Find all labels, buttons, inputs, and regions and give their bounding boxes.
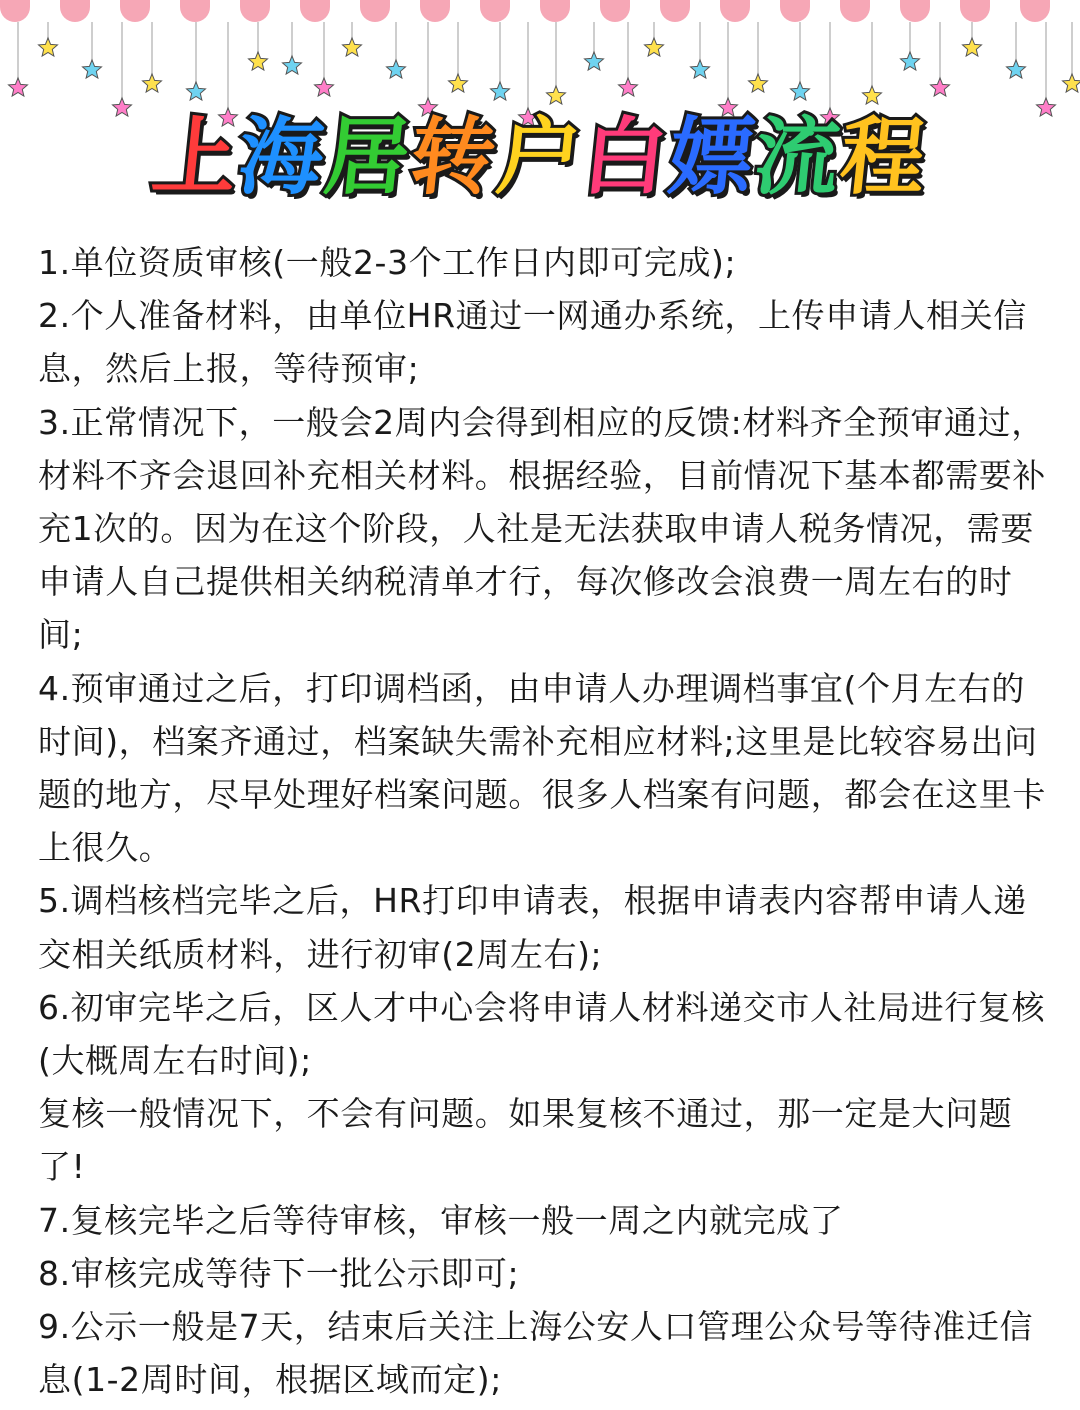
star-icon bbox=[143, 74, 162, 92]
step-9: 9.公示一般是7天，结束后关注上海公安人口管理公众号等待准迁信息(1-2周时间，根据区域而定); bbox=[38, 1307, 1034, 1400]
star-icon bbox=[283, 56, 302, 74]
star-icon bbox=[315, 78, 334, 96]
star-icon bbox=[39, 38, 58, 56]
title-char: 转 bbox=[405, 108, 503, 206]
star-icon bbox=[9, 78, 28, 96]
step-4: 4.预审通过之后，打印调档函，由申请人办理调档事宜(个月左右的时间)，档案齐通过，档案缺失需补充相应材料;这里是比较容易出问题的地方，尽早处理好档案问题。很多人档案有问题，都会在这里卡上很久。 bbox=[38, 668, 1046, 868]
title-char: 白 bbox=[577, 108, 675, 206]
star-icon bbox=[691, 60, 710, 78]
step-7: 7.复核完毕之后等待审核，审核一般一周之内就完成了 bbox=[38, 1200, 844, 1240]
step-2: 2.个人准备材料，由单位HR通过一网通办系统，上传申请人相关信息，然后上报，等待预审; bbox=[38, 296, 1027, 389]
title-char: 上 bbox=[147, 108, 245, 206]
star-icon bbox=[619, 78, 638, 96]
step-5: 5.调档核档完毕之后，HR打印申请表，根据申请表内容帮申请人递交相关纸质材料，进行初审(2周左右); bbox=[38, 881, 1027, 974]
star-icon bbox=[83, 60, 102, 78]
star-icon bbox=[491, 82, 510, 100]
article-body bbox=[38, 236, 1048, 1406]
step-3: 3.正常情况下，一般会2周内会得到相应的反馈:材料齐全预审通过，材料不齐会退回补充相关材料。根据经验，目前情况下基本都需要补充1次的。因为在这个阶段，人社是无法获取申请人税务情况，需要申请人自己提供相关纳税清单才行，每次修改会浪费一周左右的时间; bbox=[38, 402, 1046, 655]
title-char: 海 bbox=[233, 108, 331, 206]
star-icon bbox=[1007, 60, 1026, 78]
step-1: 1.单位资质审核(一般2-3个工作日内即可完成); bbox=[38, 243, 737, 282]
title-char: 嫖 bbox=[663, 108, 761, 206]
title-char: 程 bbox=[835, 108, 933, 206]
step-8: 8.审核完成等待下一批公示即可; bbox=[38, 1253, 520, 1293]
star-icon bbox=[901, 52, 920, 70]
star-icon bbox=[585, 52, 604, 70]
title-char: 户 bbox=[491, 108, 589, 206]
star-icon bbox=[249, 52, 268, 70]
title-char: 居 bbox=[319, 108, 417, 206]
star-icon bbox=[387, 60, 406, 78]
star-icon bbox=[749, 74, 768, 92]
title-char: 流 bbox=[749, 108, 847, 206]
star-icon bbox=[791, 82, 810, 100]
page-title bbox=[0, 102, 1080, 212]
review-note: 复核一般情况下，不会有问题。如果复核不通过，那一定是大问题了! bbox=[38, 1094, 1013, 1187]
step-6: 6.初审完毕之后，区人才中心会将申请人材料递交市人社局进行复核(大概周左右时间); bbox=[38, 987, 1046, 1081]
star-icon bbox=[963, 38, 982, 56]
star-icon bbox=[1063, 74, 1080, 92]
star-icon bbox=[343, 38, 362, 56]
star-icon bbox=[449, 74, 468, 92]
star-icon bbox=[931, 78, 950, 96]
star-icon bbox=[187, 82, 206, 100]
star-icon bbox=[645, 38, 664, 56]
